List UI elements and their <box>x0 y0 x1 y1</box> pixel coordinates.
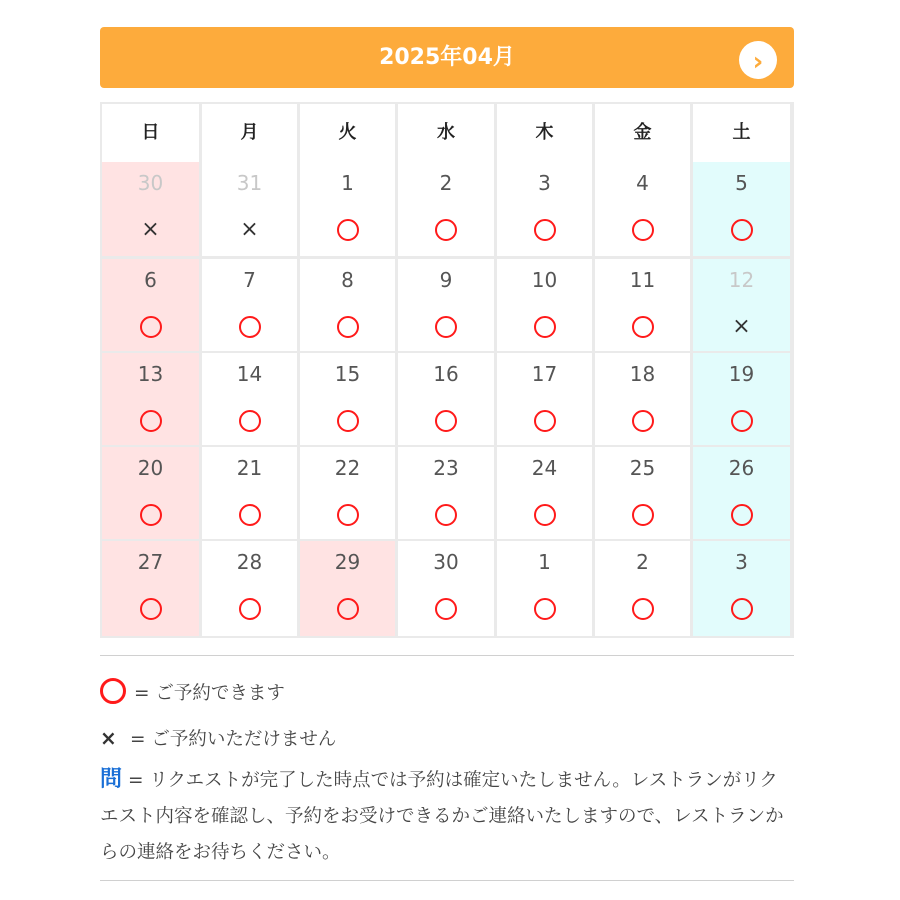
legend-unavailable-text: = ご予約いただけません <box>130 729 337 750</box>
unavailable-cross-icon: × <box>141 217 160 242</box>
calendar-day-cell[interactable] <box>693 353 790 445</box>
day-number: 13 <box>137 362 164 386</box>
day-number: 4 <box>636 171 649 195</box>
calendar-day-cell <box>693 259 790 351</box>
day-number: 1 <box>341 171 354 195</box>
calendar-day-cell[interactable] <box>398 353 494 445</box>
day-number: 3 <box>538 171 551 195</box>
available-circle-icon <box>337 410 359 432</box>
calendar-day-cell[interactable] <box>202 541 297 636</box>
day-number: 3 <box>735 550 748 574</box>
day-number: 25 <box>629 456 656 480</box>
legend-request <box>100 762 794 871</box>
available-circle-icon <box>435 504 457 526</box>
unavailable-cross-icon: × <box>732 314 751 339</box>
available-circle-icon <box>140 410 162 432</box>
weekday-header: 水 <box>398 104 494 162</box>
next-month-button[interactable] <box>739 41 777 79</box>
calendar-day-cell[interactable] <box>595 447 690 539</box>
calendar-day-cell[interactable] <box>497 447 592 539</box>
available-circle-icon <box>534 504 556 526</box>
day-number: 7 <box>243 268 256 292</box>
day-number: 8 <box>341 268 354 292</box>
available-circle-icon <box>632 598 654 620</box>
weekday-header: 土 <box>693 104 790 162</box>
weekday-header: 日 <box>102 104 199 162</box>
calendar-day-cell[interactable] <box>202 353 297 445</box>
available-circle-icon <box>731 410 753 432</box>
day-number: 17 <box>531 362 558 386</box>
calendar-day-cell[interactable] <box>102 259 199 351</box>
calendar-day-cell[interactable] <box>693 541 790 636</box>
day-number: 29 <box>334 550 361 574</box>
calendar-day-cell[interactable] <box>693 162 790 256</box>
available-circle-icon <box>239 598 261 620</box>
month-title: 2025年04月 <box>379 45 515 70</box>
day-number: 27 <box>137 550 164 574</box>
chevron-right-icon: › <box>752 47 764 77</box>
day-number: 5 <box>735 171 748 195</box>
day-number: 14 <box>236 362 263 386</box>
calendar-day-cell[interactable] <box>202 259 297 351</box>
calendar-day-cell[interactable] <box>595 259 690 351</box>
day-number: 21 <box>236 456 263 480</box>
day-number: 11 <box>629 268 656 292</box>
calendar-header <box>100 27 794 88</box>
available-circle-icon <box>632 410 654 432</box>
day-number: 22 <box>334 456 361 480</box>
calendar-day-cell[interactable] <box>300 447 395 539</box>
divider-bottom <box>100 880 794 881</box>
weekday-header: 木 <box>497 104 592 162</box>
calendar-day-cell[interactable] <box>497 353 592 445</box>
calendar-day-cell[interactable] <box>497 259 592 351</box>
calendar-day-cell[interactable] <box>595 162 690 256</box>
calendar-day-cell[interactable] <box>300 162 395 256</box>
available-circle-icon <box>140 504 162 526</box>
divider-top <box>100 655 794 656</box>
day-number: 26 <box>728 456 755 480</box>
day-number: 30 <box>433 550 459 574</box>
day-number: 15 <box>334 362 361 386</box>
day-number: 18 <box>629 362 656 386</box>
unavailable-cross-icon: × <box>100 726 117 750</box>
calendar-day-cell[interactable] <box>398 259 494 351</box>
day-number: 1 <box>538 550 551 574</box>
day-number: 23 <box>433 456 459 480</box>
available-circle-icon <box>140 316 162 338</box>
day-number: 12 <box>728 268 755 292</box>
calendar-day-cell[interactable] <box>398 447 494 539</box>
available-circle-icon <box>435 598 457 620</box>
calendar-day-cell <box>202 162 297 256</box>
calendar-day-cell[interactable] <box>595 353 690 445</box>
weekday-header: 火 <box>300 104 395 162</box>
calendar-day-cell[interactable] <box>102 541 199 636</box>
day-number: 2 <box>636 550 649 574</box>
available-circle-icon <box>731 598 753 620</box>
available-circle-icon <box>632 219 654 241</box>
available-circle-icon <box>534 598 556 620</box>
available-circle-icon <box>337 504 359 526</box>
day-number: 28 <box>236 550 263 574</box>
available-circle-icon <box>534 316 556 338</box>
available-circle-icon <box>534 219 556 241</box>
day-number: 30 <box>137 171 164 195</box>
legend-request-text: = リクエストが完了した時点では予約は確定いたしません。レストランがリクエスト内容を確認し、予約をお受けできるかご連絡いたしますので、レストランからの連絡をお待ちください。 <box>100 770 784 863</box>
calendar-grid <box>100 102 794 638</box>
calendar-day-cell[interactable] <box>497 541 592 636</box>
available-circle-icon <box>534 410 556 432</box>
day-number: 20 <box>137 456 164 480</box>
available-circle-icon <box>337 316 359 338</box>
request-mark-icon: 問 <box>100 767 123 792</box>
calendar-day-cell[interactable] <box>102 353 199 445</box>
calendar-day-cell[interactable] <box>300 259 395 351</box>
day-number: 24 <box>531 456 558 480</box>
available-circle-icon <box>632 504 654 526</box>
legend-available-text: = ご予約できます <box>134 683 285 704</box>
available-circle-icon <box>239 316 261 338</box>
calendar-day-cell[interactable] <box>398 162 494 256</box>
day-number: 31 <box>236 171 263 195</box>
available-circle-icon <box>731 219 753 241</box>
unavailable-cross-icon: × <box>240 217 259 242</box>
day-number: 10 <box>531 268 558 292</box>
calendar-day-cell[interactable] <box>595 541 690 636</box>
available-circle-icon <box>731 504 753 526</box>
legend-available <box>100 678 794 705</box>
day-number: 2 <box>439 171 453 195</box>
available-circle-icon <box>632 316 654 338</box>
available-circle-icon <box>100 678 126 704</box>
available-circle-icon <box>337 598 359 620</box>
day-number: 16 <box>433 362 459 386</box>
calendar-day-cell <box>102 162 199 256</box>
calendar-day-cell[interactable] <box>693 447 790 539</box>
available-circle-icon <box>435 410 457 432</box>
day-number: 6 <box>144 268 157 292</box>
day-number: 19 <box>728 362 755 386</box>
available-circle-icon <box>435 316 457 338</box>
calendar-day-cell[interactable] <box>300 541 395 636</box>
available-circle-icon <box>239 504 261 526</box>
weekday-header: 金 <box>595 104 690 162</box>
legend-unavailable <box>100 725 794 751</box>
weekday-header: 月 <box>202 104 297 162</box>
day-number: 9 <box>439 268 453 292</box>
available-circle-icon <box>140 598 162 620</box>
available-circle-icon <box>239 410 261 432</box>
calendar-day-cell[interactable] <box>497 162 592 256</box>
calendar-day-cell[interactable] <box>202 447 297 539</box>
available-circle-icon <box>337 219 359 241</box>
available-circle-icon <box>435 219 457 241</box>
calendar-day-cell[interactable] <box>300 353 395 445</box>
calendar-day-cell[interactable] <box>398 541 494 636</box>
calendar-day-cell[interactable] <box>102 447 199 539</box>
